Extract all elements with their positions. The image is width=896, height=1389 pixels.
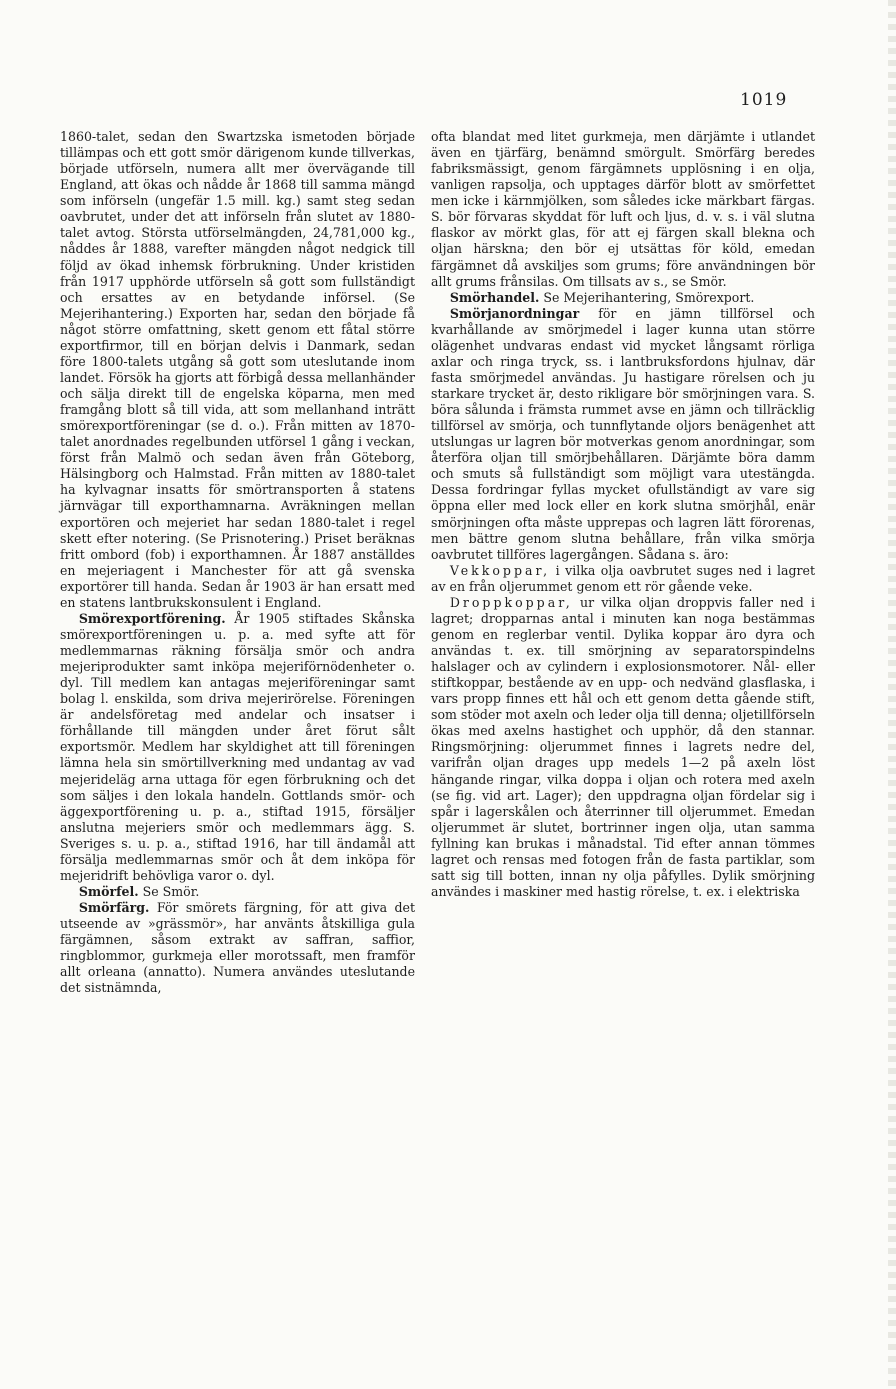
spaced-term: Droppkoppar, — [449, 594, 573, 610]
paragraph-text: 1860-talet, sedan den Swartzska ismetoden började tillämpas och ett gott smör därigenom kunde tillverkas, började utförseln, numera allt mer övervägande till England, att ökas och nådde år 1868 till samma mängd som införseln (ungefär 1.5 mill. kg.) samt steg sedan oavbrutet, under det att införseln från slutet av 1880-talet avtog. Största utförselmängden, 24,781,000 kg., nåddes år 1888, varefter mängden något nedgick till följd av ökad inhemsk förbrukning. Under kristiden från 1917 upphörde utförseln så gott som fullständigt och ersattes av en betydande införsel. (Se Mejerihantering.) Exporten har, sedan den började få något större omfattning, skett genom ett fåtal större exportfirmor, till en början delvis i Danmark, sedan före 1800-talets utgång så gott som uteslutande inom landet. Försök ha gjorts att förbigå dessa mellanhänder och sälja direkt till de engelska köparna, men med framgång blott så till vida, att som mellanhand inträtt smörexportföreningar (se d. o.). Från mitten av 1870-talet anordnades regelbunden utförsel 1 gång i veckan, först från Malmö och sedan även från Göteborg, Hälsingborg och Halmstad. Från mitten av 1880-talet ha kylvagnar insatts för smörtransporten å statens järnvägar till exporthamnarna. Avräkningen mellan exportören och mejeriet har sedan 1880-talet i regel skett efter notering. (Se Prisnotering.) Priset beräknas fritt ombord (fob) i exporthamnen. År 1887 anställdes en mejeriagent i Manchester för att gå svenska exportörer till handa. Sedan år 1903 är han ersatt med en statens lantbrukskonsulent i England. — [60, 129, 415, 610]
page-number: 1019 — [740, 90, 788, 110]
article-paragraph — [60, 129, 415, 611]
entry-headword: Smörjanordningar — [449, 305, 580, 321]
article-entry-smorexportforening — [60, 611, 415, 884]
article-entry-smorfarg — [60, 900, 415, 996]
entry-text: för en jämn tillförsel och kvarhållande av smörjmedel i lager kunna utan större olägenhet undvaras endast vid mycket långsamt rörliga axlar och ringa tryck, ss. i lantbruksfordons hjulnav, där fasta smörjmedel användas. Ju hastigare rörelsen och ju starkare trycket är, desto rikligare bör smörjningen vara. S. böra sålunda i främsta rummet avse en jämn och tillräcklig tillförsel av smörja, och tunnflytande oljors benägenhet att utslungas ur lagren bör motverkas genom anordningar, som återföra oljan till smörjbehållaren. Därjämte böra damm och smuts så fullständigt som möjligt vara utestängda. Dessa fordringar fyllas mycket ofullständigt av vare sig öppna eller med lock eller en kork slutna smörjhål, enär smörjningen ofta måste upprepas och lagren lätt förorenas, men bättre genom slutna behållare, från vilka smörja oavbrutet tillföres lagergången. Sådana s. äro: — [431, 305, 815, 562]
entry-text: För smörets färgning, för att giva det utseende av »grässmör», har använts åtskilliga gula färgämnen, såsom extrakt av saffran, saffior, ringblommor, gurkmeja eller morotssaft, men framför allt orleana (annatto). Numera användes uteslutande det sistnämnda, — [60, 900, 415, 996]
article-entry-smorhandel — [431, 290, 815, 306]
left-column — [60, 129, 415, 996]
entry-text: Se Smör. — [142, 883, 200, 899]
entry-text: ur vilka oljan droppvis faller ned i lagret; dropparnas antal i minuten kan noga bestämmas genom en reglerbar ventil. Dylika koppar äro dyra och användas t. ex. till smörjning av separatorspindelns halslager och av cylindern i explosionsmotorer. Nål- eller stiftkoppar, bestående av en upp- och nedvänd glasflaska, i vars propp finnes ett hål och ett genom detta gående stift, som stöder mot axeln och leder olja till denna; oljetillförseln ökas med axelns hastighet och upphör, då den stannar. Ringsmörjning: oljerummet finnes i lagrets nedre del, varifrån oljan drages upp medels 1—2 på axeln löst hängande ringar, vilka doppa i oljan och rotera med axeln (se fig. vid art. Lager); den uppdragna oljan fördelar sig i spår i lagerskålen och återrinner till oljerummet. Emedan oljerummet är slutet, bortrinner ingen olja, utan samma fyllning kan brukas i månadstal. Tid efter annan tömmes lagret och rensas med fotogen från de fasta partiklar, som satt sig till botten, innan ny olja påfylles. Dylik smörjning användes i maskiner med hastig rörelse, t. ex. i elektriska — [431, 594, 815, 899]
article-entry-smorjanordningar — [431, 306, 815, 563]
entry-headword: Smörfel. — [78, 883, 139, 899]
entry-text: i vilka olja oavbrutet suges ned i lagret av en från oljerummet genom ett rör gående veke. — [431, 562, 815, 594]
spaced-term: Vekkoppar, — [449, 562, 551, 578]
article-entry-smorfel — [60, 884, 415, 900]
entry-text: Se Mejerihantering, Smörexport. — [543, 289, 755, 305]
page-edge-strip — [888, 0, 896, 1389]
entry-headword: Smörhandel. — [449, 289, 540, 305]
paragraph-text: ofta blandat med litet gurkmeja, men därjämte i utlandet även en tjärfärg, benämnd smörgult. Smörfärg beredes fabriksmässigt, genom färgämnets upplösning i en olja, vanligen rapsolja, och upptages därför blott av smörfettet men icke i kärnmjölken, som således icke märkbart färgas. S. bör förvaras skyddat för luft och ljus, d. v. s. i väl slutna flaskor av mörkt glas, för att ej färgen skall blekna och oljan härskna; den bör ej utsättas för köld, emedan färgämnet då avskiljes som grums; före användningen bör allt grums frånsilas. Om tillsats av s., se Smör. — [431, 129, 815, 289]
article-subentry-vekkoppar — [431, 563, 815, 595]
article-paragraph — [431, 129, 815, 290]
entry-headword: Smörfärg. — [78, 900, 150, 915]
right-column — [431, 129, 815, 900]
entry-headword: Smörexportförening. — [78, 610, 226, 626]
article-subentry-droppkoppar — [431, 595, 815, 900]
entry-text: År 1905 stiftades Skånska smörexportföreningen u. p. a. med syfte att för medlemmarnas räkning försälja smör och andra mejeriprodukter samt inköpa mejeriförnödenheter o. dyl. Till medlem kan antagas mejeriföreningar samt bolag l. enskilda, som driva mejerirörelse. Föreningen är andelsföretag med andelar och insatser i förhållande till mängden under året förut sålt exportsmör. Medlem har skyldighet att till föreningen lämna hela sin smörtillverkning med undantag av vad mejerideläg arna uttaga för egen förbrukning och det som säljes i den lokala handeln. Gottlands smör- och äggexportförening u. p. a., stiftad 1915, försäljer anslutna mejeriers smör och medlemmars ägg. S. Sveriges s. u. p. a., stiftad 1916, har till ändamål att försälja medlemmarnas smör och åt dem inköpa för mejeridrift behövliga varor o. dyl. — [60, 610, 415, 883]
